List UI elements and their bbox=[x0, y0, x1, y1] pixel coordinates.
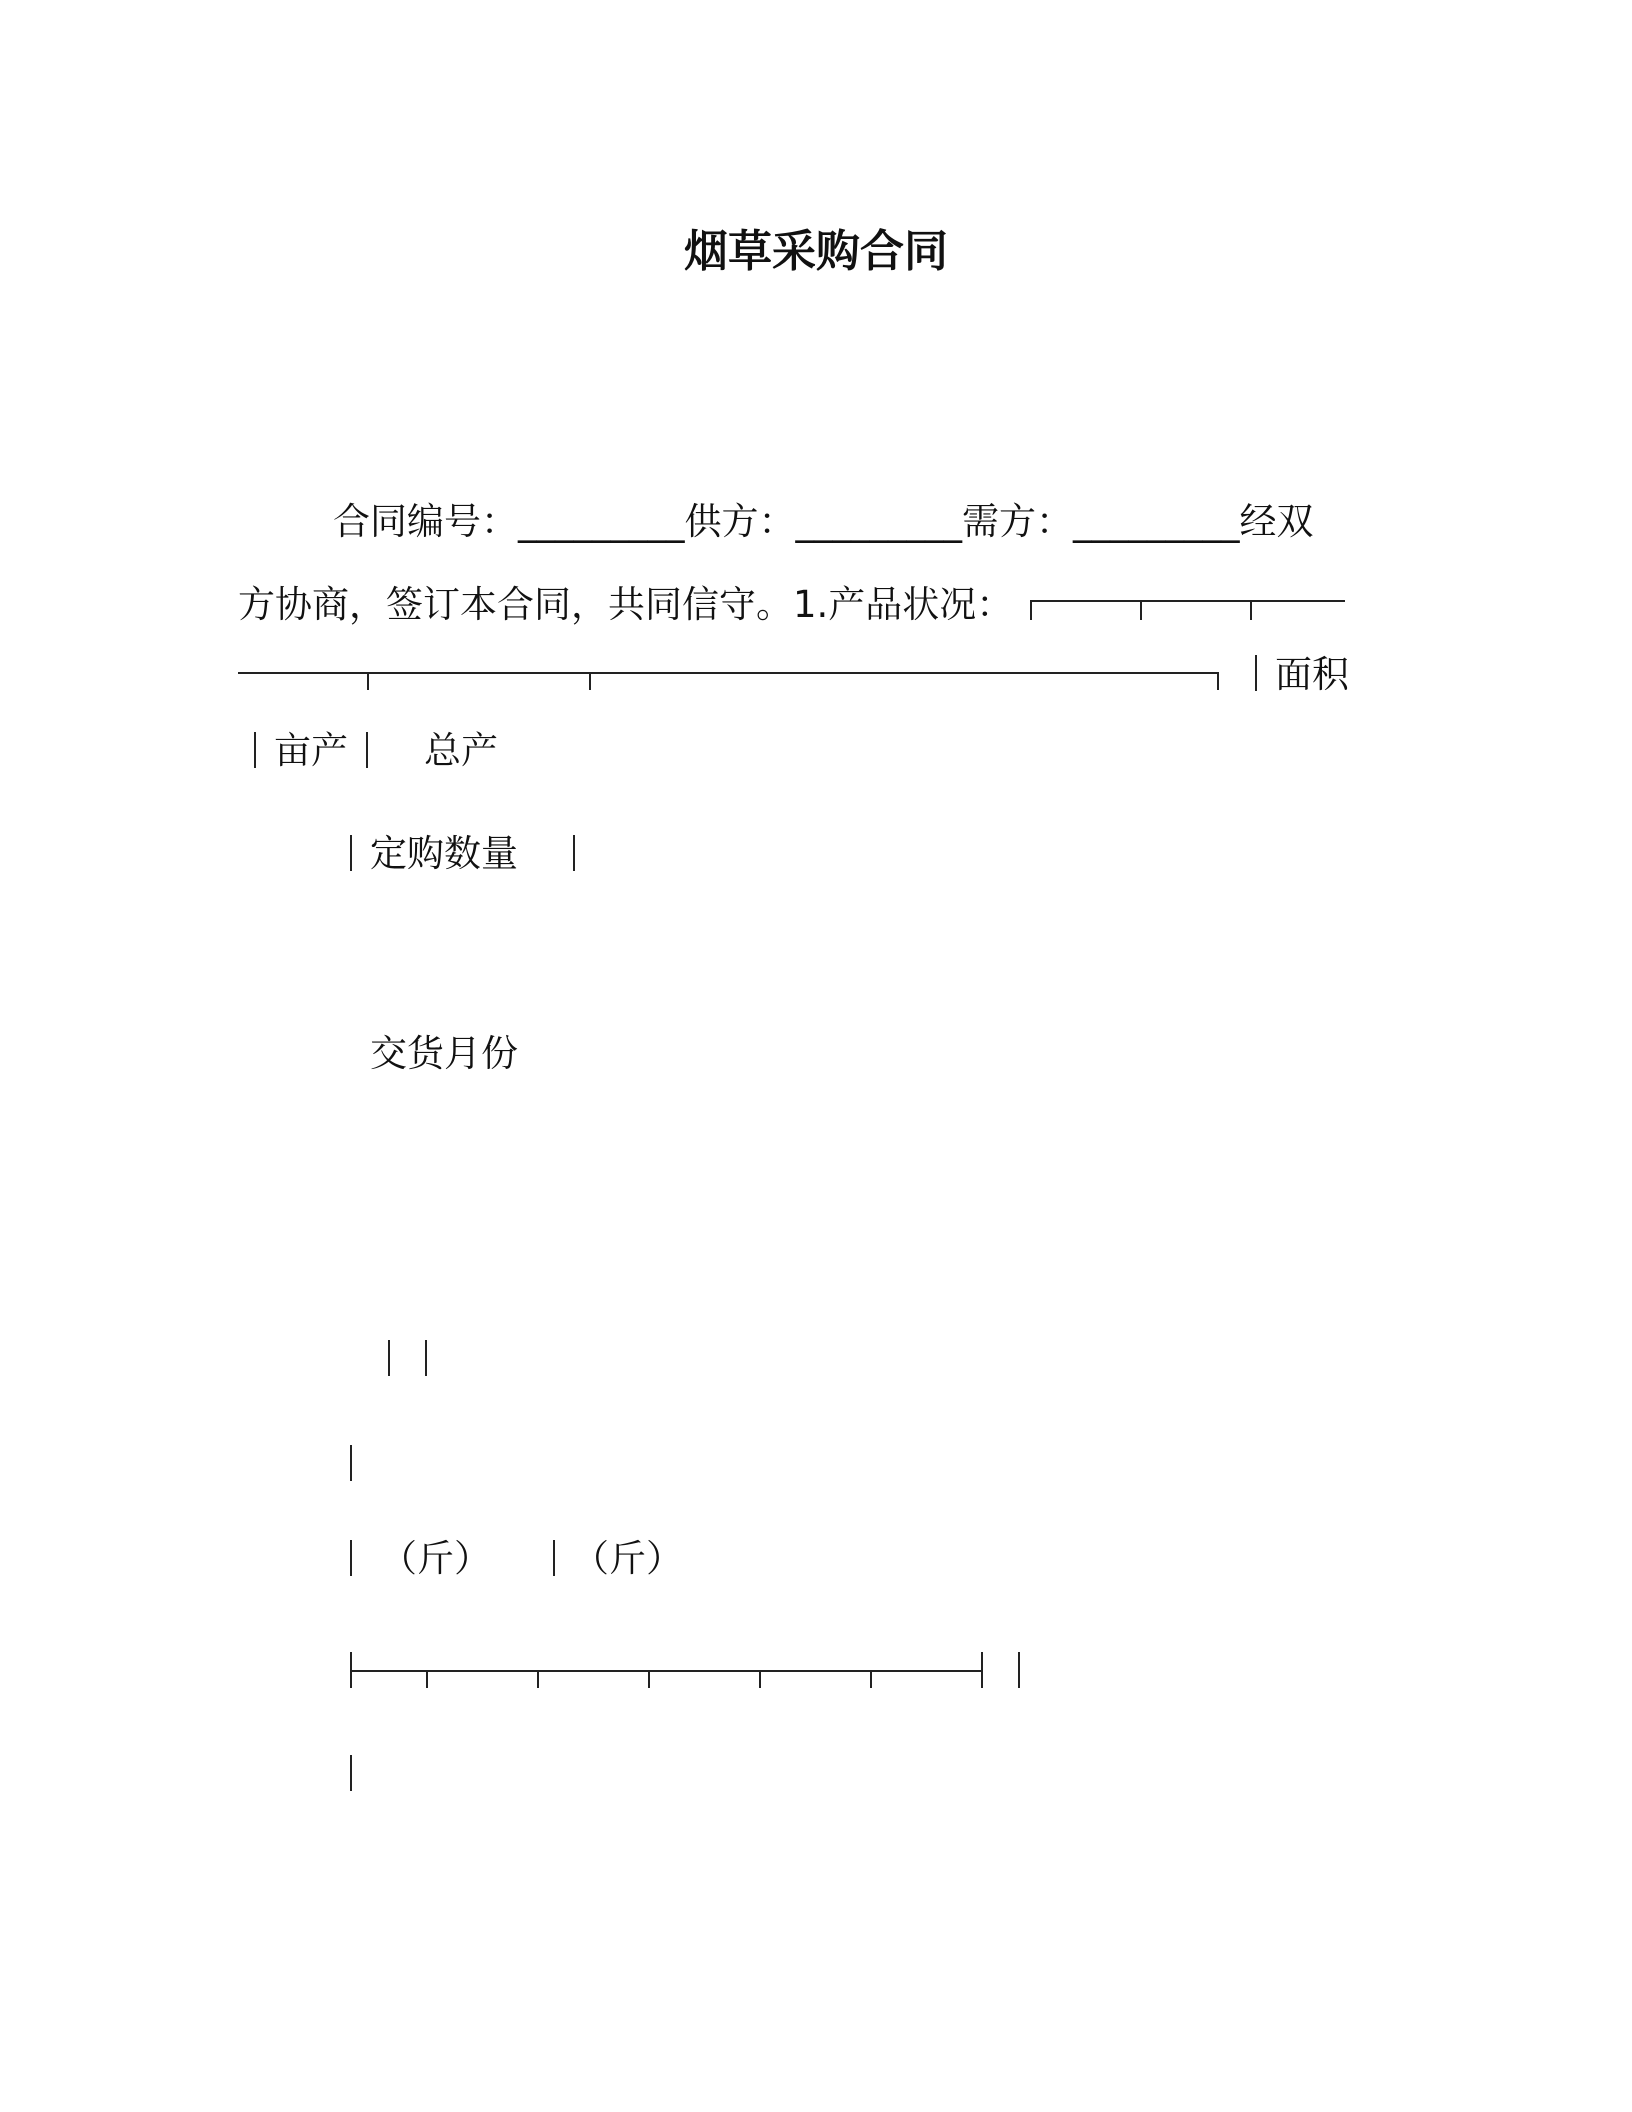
table-divider bbox=[1018, 1652, 1020, 1688]
table-tick bbox=[759, 1670, 761, 1688]
table-tick bbox=[1250, 600, 1252, 620]
label-total-yield: 总产 bbox=[424, 729, 498, 772]
table-tick bbox=[1140, 600, 1142, 620]
intro-line-1: 合同编号：_________供方：_________需方：_________经双 bbox=[333, 500, 1314, 543]
table-tick bbox=[537, 1670, 539, 1688]
table-divider bbox=[350, 835, 352, 871]
document-title: 烟草采购合同 bbox=[684, 226, 948, 277]
table-tick bbox=[1217, 672, 1219, 690]
table-rule bbox=[350, 1670, 983, 1672]
table-rule bbox=[1030, 600, 1345, 602]
label-order-quantity: 定购数量 bbox=[370, 832, 518, 875]
table-divider bbox=[366, 732, 368, 768]
table-tick bbox=[870, 1670, 872, 1688]
label-unit-2: （斤） bbox=[572, 1537, 683, 1580]
table-divider bbox=[1255, 655, 1257, 691]
table-divider bbox=[388, 1340, 390, 1376]
table-divider bbox=[350, 1755, 352, 1791]
table-rule bbox=[238, 672, 1218, 674]
intro-line-2: 方协商，签订本合同，共同信守。1.产品状况： bbox=[238, 583, 1014, 626]
table-tick bbox=[648, 1670, 650, 1688]
table-divider bbox=[350, 1445, 352, 1481]
table-divider bbox=[553, 1540, 555, 1576]
label-delivery-month: 交货月份 bbox=[370, 1032, 518, 1075]
table-divider bbox=[425, 1340, 427, 1376]
table-tick bbox=[589, 672, 591, 690]
table-tick bbox=[1030, 600, 1032, 620]
table-divider bbox=[254, 732, 256, 768]
label-area: 面积 bbox=[1275, 653, 1349, 696]
table-tick bbox=[426, 1670, 428, 1688]
table-divider bbox=[573, 835, 575, 871]
label-unit-1: （斤） bbox=[380, 1537, 491, 1580]
label-yield-per-mu: 亩产 bbox=[274, 729, 348, 772]
table-tick bbox=[367, 672, 369, 690]
table-divider bbox=[350, 1540, 352, 1576]
table-divider bbox=[981, 1652, 983, 1688]
